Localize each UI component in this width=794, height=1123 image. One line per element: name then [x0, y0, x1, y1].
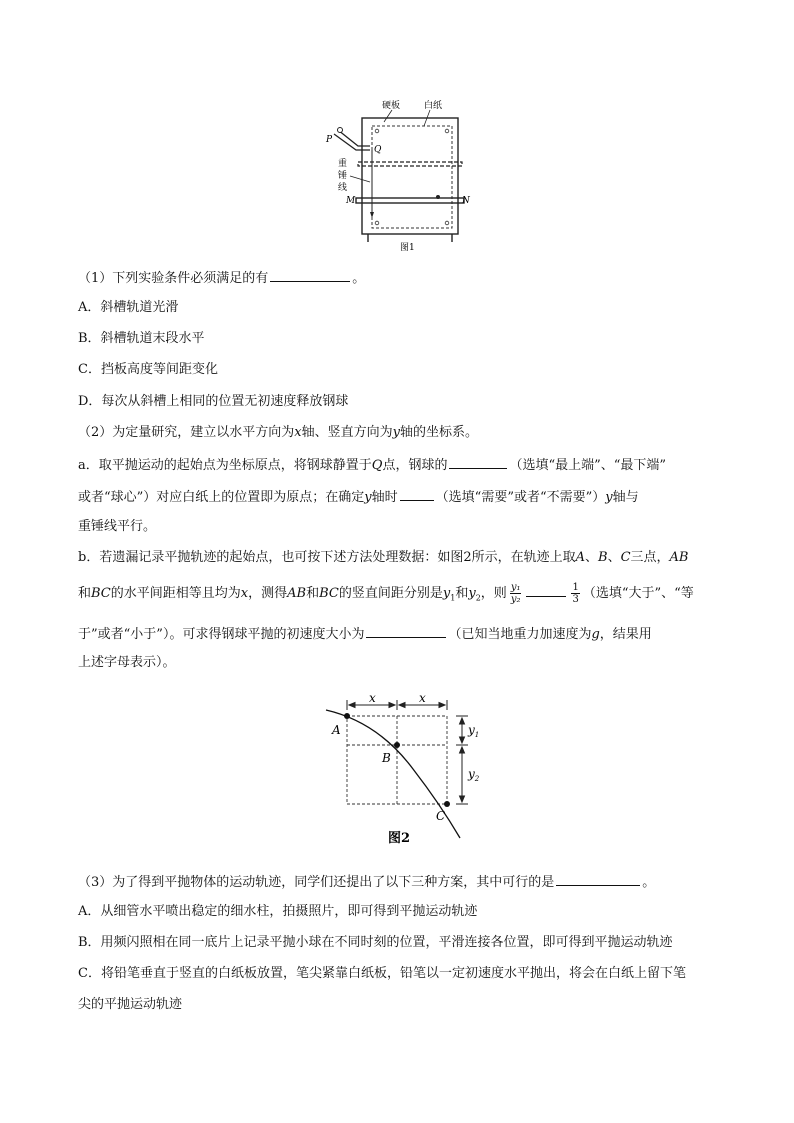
ball-icon	[338, 128, 343, 133]
label-Q: Q	[374, 145, 382, 155]
q3-option-a: A．从细管水平喷出稳定的细水柱，拍摄照片，即可得到平抛运动轨迹	[78, 904, 478, 919]
q3-option-c-continued: 尖的平抛运动轨迹	[78, 997, 183, 1012]
q2b-line-2: 和BC的水平间距相等且均为x，测得AB和BC的竖直间距分别是$y_1$和$y_2$，则 $\frac{\text{y₁}}{\text{y₂}}$ $\frac{1}{3}$ （选填“大于”、“等	[78, 582, 694, 605]
label-x1: x	[369, 691, 376, 705]
label-paper: 白纸	[424, 101, 443, 111]
figure-2-trajectory	[318, 691, 480, 850]
label-y1: $y_1$	[468, 723, 480, 739]
label-plumb-3: 线	[338, 183, 348, 193]
label-x2: x	[419, 691, 426, 705]
fraction-y1-over-y2: $\frac{\text{y₁}}{\text{y₂}}$	[510, 582, 521, 605]
q2a-blank-2[interactable]	[400, 487, 434, 501]
white-paper	[372, 126, 452, 228]
q1-option-d: D．每次从斜槽上相同的位置无初速度释放钢球	[78, 394, 349, 409]
inclined-chute	[334, 130, 370, 150]
x-dimension-arrows	[347, 700, 447, 710]
q1-answer-blank[interactable]	[270, 268, 350, 282]
plumb-bob-icon	[370, 212, 374, 218]
point-B-icon	[394, 742, 400, 748]
label-M: M	[346, 196, 356, 206]
y-dimension-arrows	[456, 716, 468, 804]
q2b-line-4: 上述字母表示）。	[78, 655, 176, 670]
hardboard-leader	[384, 110, 392, 122]
q2b-velocity-blank[interactable]	[366, 624, 446, 638]
label-P: P	[326, 135, 333, 145]
q2b-line-3: 于”或者“小于”）。可求得钢球平抛的初速度大小为 （已知当地重力加速度为g，结果用	[78, 624, 652, 644]
q1-option-c: C．挡板高度等间距变化	[78, 362, 218, 377]
ball-on-baffle-icon	[436, 195, 440, 199]
figure-1-apparatus	[320, 96, 470, 256]
label-B: B	[382, 751, 391, 765]
label-plumb-1: 重	[338, 159, 348, 169]
wooden-board	[362, 118, 458, 242]
q2a-line-2: 或者“球心”）对应白纸上的位置即为原点；在确定y轴时 （选填“需要”或者“不需要”）y轴与	[78, 487, 639, 507]
q2-stem: （2）为定量研究，建立以水平方向为x轴、竖直方向为y轴的坐标系。	[78, 425, 479, 440]
figure-1-caption: 图1	[400, 243, 415, 253]
baffle-upper	[358, 162, 462, 166]
paper-pins	[375, 129, 449, 225]
q1-option-a: A．斜槽轨道光滑	[78, 300, 179, 315]
q3-option-b: B．用频闪照相在同一底片上记录平抛小球在不同时刻的位置，平滑连接各位置，即可得到平抛运动轨迹	[78, 935, 673, 950]
label-hardboard: 硬板	[382, 101, 401, 111]
grid-dashed	[347, 716, 447, 804]
fraction-one-third: $\frac{1}{3}$	[572, 582, 579, 605]
q3-stem: （3）为了得到平抛物体的运动轨迹，同学们还提出了以下三种方案，其中可行的是 。	[78, 872, 655, 892]
plumb-leader	[350, 176, 370, 182]
q2b-line-1: b．若遗漏记录平抛轨迹的起始点，也可按下述方法处理数据：如图2所示，在轨迹上取A、B、C三点，AB	[78, 550, 689, 565]
figure-2-caption: 图2	[388, 831, 411, 846]
label-y2: $y_2$	[468, 767, 480, 783]
q3-answer-blank[interactable]	[556, 872, 640, 886]
q1-option-b: B．斜槽轨道末段水平	[78, 331, 205, 346]
q3-option-c: C．将铅笔垂直于竖直的白纸板放置，笔尖紧靠白纸板，铅笔以一定初速度水平抛出，将会在白纸上留下笔	[78, 966, 686, 981]
point-C-icon	[444, 801, 450, 807]
label-C: C	[436, 809, 446, 823]
q1-stem: （1）下列实验条件必须满足的有 。	[78, 268, 365, 288]
label-plumb-2: 锤	[338, 171, 348, 181]
q2a-line-3: 重锤线平行。	[78, 519, 157, 534]
q2a-line-1: a．取平抛运动的起始点为坐标原点，将钢球静置于Q点，钢球的 （选填“最上端”、“最下端”	[78, 455, 666, 475]
label-N: N	[462, 196, 470, 206]
q2b-compare-blank[interactable]	[526, 583, 566, 597]
label-A: A	[332, 723, 341, 737]
point-A-icon	[344, 713, 350, 719]
q2a-blank-1[interactable]	[449, 455, 507, 469]
